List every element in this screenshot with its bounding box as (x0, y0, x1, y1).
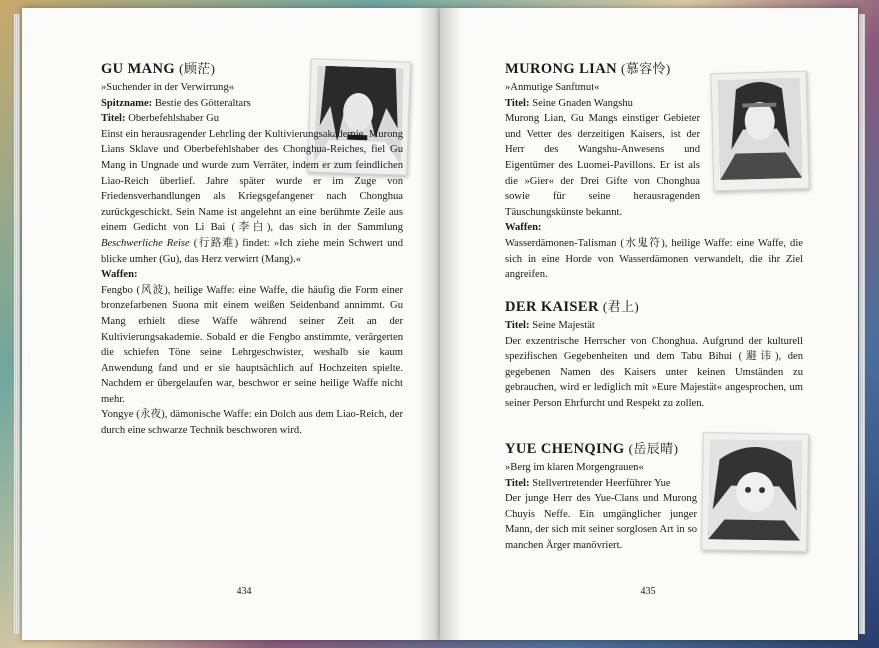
gutter-shadow-left (418, 8, 440, 640)
gu-mang-weapon-yongye: Yongye (永夜), dämonische Waffe: ein Dolch aus dem Liao-Reich, der durch eine schwarze Technik beschworen wird. (101, 409, 403, 437)
kaiser-name (505, 298, 803, 316)
yue-chenqing-name (505, 440, 803, 458)
yue-chenqing-epithet: »Berg im klaren Morgengrauen« (505, 462, 644, 473)
name-chinese: (君上) (602, 299, 640, 314)
page-edge-right (859, 14, 865, 634)
bio-poem-title: Beschwerliche Reise (101, 237, 190, 249)
gu-mang-epithet: »Suchender in der Verwirrung« (101, 82, 235, 93)
left-page (22, 8, 440, 640)
bio-text: Einst ein herausragender Lehrling der Kultivierungsakademie, Murong Lians Sklave und Oberbefehlshaber des Chonghua-Reiches, fiel Gu Mang in Ungnade und wurde zum Verräter, indem er zum feindlichen Liao-Reich überlief. Jahre später wurde er im Zuge von Friedensverhandlungen als Kriegsgefangener nach Chonghua zurückgeschickt. Sein Name ist angelehnt an eine berühmte Zeile aus einem Gedicht von Li Bai (李白), das sich in der Sammlung (101, 128, 403, 234)
right-page (440, 8, 858, 640)
title-value: Seine Gnaden Wangshu (532, 97, 633, 109)
murong-lian-weapon: Wasserdämonen-Talisman (水鬼符), heilige Waffe: eine Waffe, die sich in eine Horde von Wasserdämonen verwandelt, die ihr Ziel angreifen. (505, 237, 803, 281)
page-edge-left (14, 14, 20, 634)
murong-lian-bio: Murong Lian, Gu Mangs einstiger Gebieter und Vetter des derzeitigen Kaisers, ist der Herr des Wangshu-Anwesens und Eigentümer des Luomei-Pavillons. Er ist als die »Gier« der Drei Gifte von Chonghua sowie für seine herausragenden Täuschungskünste bekannt. (505, 113, 700, 218)
yue-chenqing-title (505, 476, 697, 492)
title-label: Titel: (505, 97, 530, 109)
name-text: GU MANG (101, 61, 176, 77)
gu-mang-name (101, 60, 403, 78)
name-chinese: (慕容怜) (620, 61, 671, 76)
title-label: Titel: (505, 477, 530, 489)
name-text: DER KAISER (505, 299, 599, 315)
murong-lian-weapons-label: Waffen: (505, 222, 542, 234)
gu-mang-weapon-fengbo: Fengbo (风波), heilige Waffe: eine Waffe, die häufig die Form einer bronzefarbenen Suona mit einem weißen Seidenband annimmt. Gu Mang erhielt diese Waffe während seiner Zeit an der Kultivierungsakademie. Sobald er die Fengbo anstimmte, verärgerten die schiefen Töne seine Lehrgeschwister, weshalb sie kaum Anwendung fand und er sie hauptsächlich auf Hochzeiten spielte. Nachdem er übergelaufen war, beschwor er seine heilige Waffe nicht mehr. (101, 284, 403, 405)
title-label: Titel: (101, 113, 126, 125)
kaiser-title (505, 318, 803, 334)
gu-mang-bio (101, 127, 403, 267)
murong-lian-name (505, 60, 803, 78)
name-chinese: (顾茫) (179, 61, 216, 76)
title-value: Seine Majestät (532, 320, 595, 331)
title-value: Oberbefehlshaber Gu (128, 113, 220, 125)
name-text: YUE CHENQING (505, 441, 625, 457)
gu-mang-nickname (101, 96, 301, 112)
yue-chenqing-bio: Der junge Herr des Yue-Clans und Murong Chuyis Neffe. Ein umgänglicher junger Mann, der sich mit seiner sorglosen Art in so manchen Ärger manövriert. (505, 493, 697, 551)
name-chinese: (岳辰晴) (628, 441, 679, 456)
title-value: Stellvertretender Heerführer Yue (532, 477, 671, 489)
murong-lian-epithet: »Anmutige Sanftmut« (505, 82, 600, 93)
nickname-label: Spitzname: (101, 97, 153, 109)
name-text: MURONG LIAN (505, 61, 617, 77)
nickname-value: Bestie des Götteraltars (154, 97, 251, 109)
gu-mang-title (101, 111, 301, 127)
title-label: Titel: (505, 320, 530, 331)
bio-text-cont: (行路难) findet: »Ich ziehe mein Schwert und blicke umher (Gu), das Herz verwirrt (Mang).« (101, 237, 403, 265)
gu-mang-weapons-label: Waffen: (101, 269, 138, 281)
page-number-left: 434 (236, 586, 252, 597)
gutter-shadow-right (440, 8, 462, 640)
murong-lian-title (505, 96, 700, 112)
kaiser-bio: Der exzentrische Herrscher von Chonghua. Aufgrund der kulturell spezifischen Gegebenheiten und dem Tabu Bihui (避讳), den gegebenen Namen des Kaisers unter keinen Umständen zu gebrauchen, wird er lediglich mit »Eure Majestät« angesprochen, um seiner Person Ehrfurcht und Respekt zu zollen. (505, 335, 803, 409)
page-number-right: 435 (640, 586, 656, 597)
